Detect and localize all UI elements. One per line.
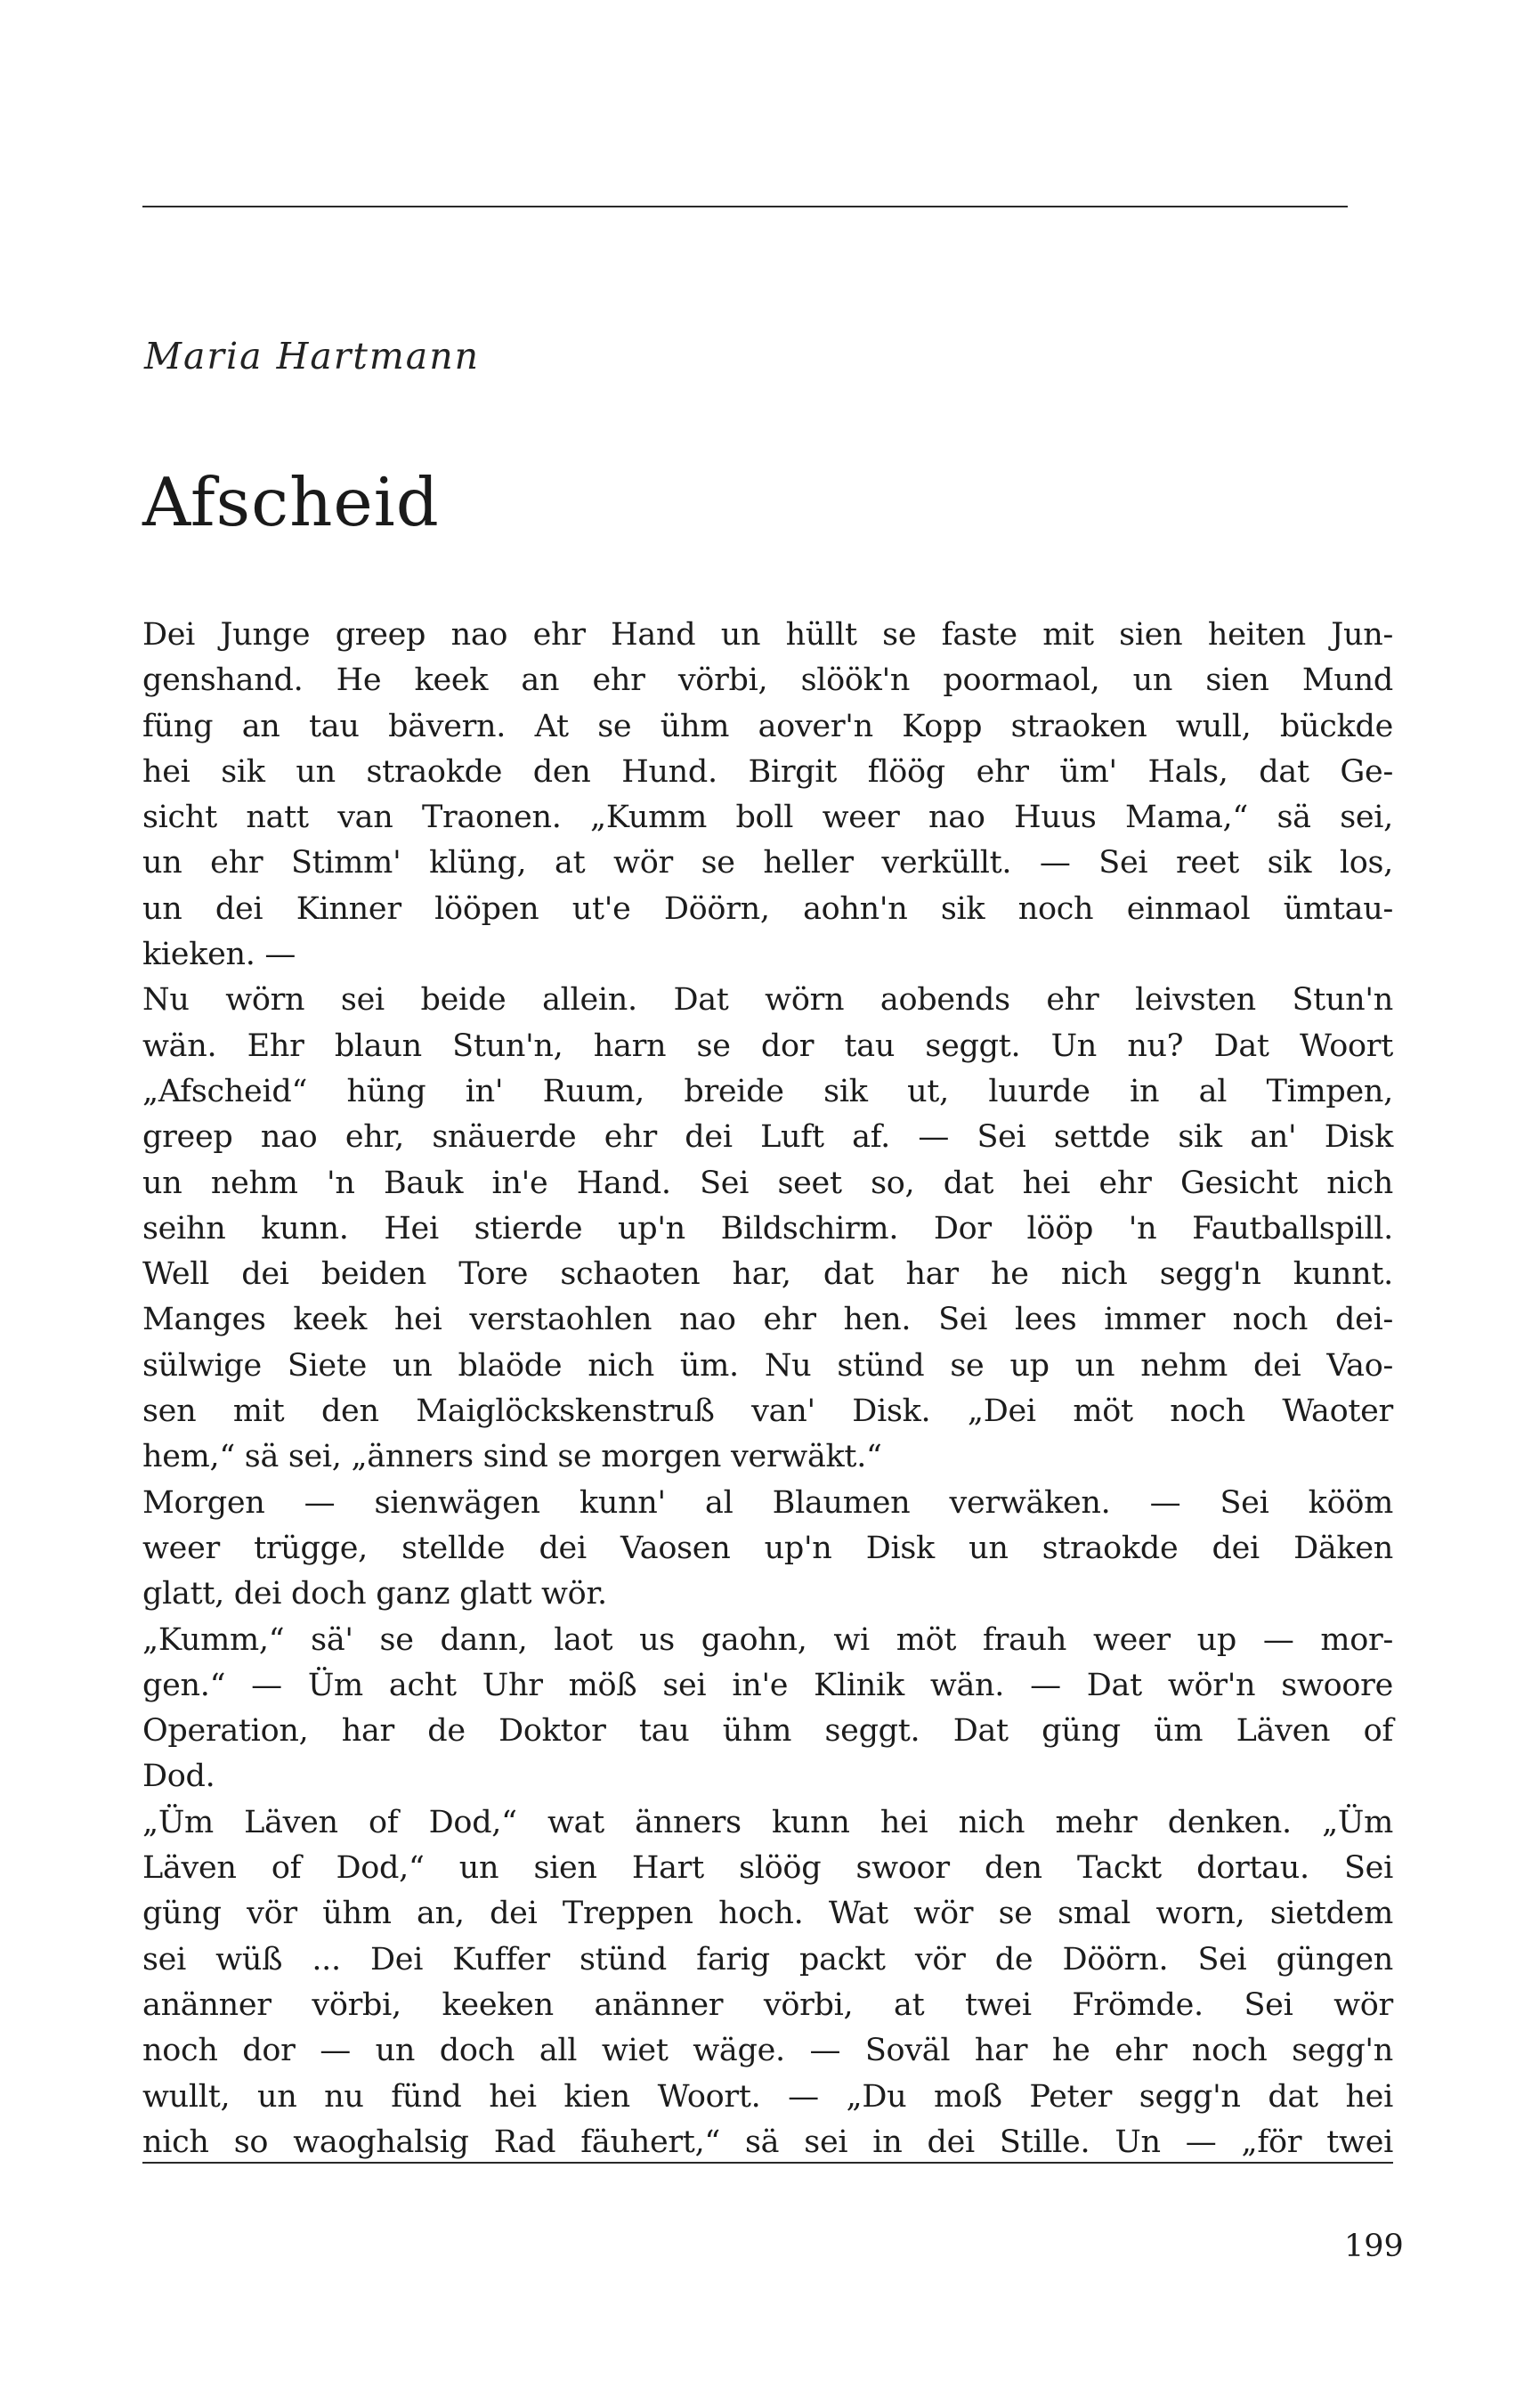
text-line: Nu wörn sei beide allein. Dat wörn aobends ehr leivsten Stun'n [142,982,1393,1019]
text-line: Dei Junge greep nao ehr Hand un hüllt se faste mit sien heiten Jun- [142,617,1393,653]
text-line: gen.“ — Üm acht Uhr möß sei in'e Klinik wän. — Dat wör'n swoore [142,1667,1393,1703]
text-line: genshand. He keek an ehr vörbi, slöök'n poormaol, un sien Mund [142,662,1393,699]
page-number: 199 [1344,2229,1404,2264]
text-line: Läven of Dod,“ un sien Hart slöög swoor den Tackt dortau. Sei [142,1850,1393,1887]
text-line: weer trügge, stellde dei Vaosen up'n Disk un straokde dei Däken [142,1530,1393,1566]
text-line: „Üm Läven of Dod,“ wat änners kunn hei nich mehr denken. „Üm [142,1804,1393,1840]
text-line: Manges keek hei verstaohlen nao ehr hen. Sei lees immer noch dei- [142,1302,1393,1338]
text-line: nich so waoghalsig Rad fäuhert,“ sä sei in dei Stille. Un — „för twei [142,2124,1393,2160]
text-line: sülwige Siete un blaöde nich üm. Nu stünd se up un nehm dei Vao- [142,1347,1393,1384]
bottom-rule [142,2162,1393,2164]
text-line: noch dor — un doch all wiet wäge. — Soväl har he ehr noch segg'n [142,2033,1393,2069]
text-line: „Afscheid“ hüng in' Ruum, breide sik ut, luurde in al Timpen, [142,1073,1393,1109]
text-line: hei sik un straokde den Hund. Birgit flöög ehr üm' Hals, dat Ge- [142,753,1393,790]
story-body [142,613,1393,2165]
text-line: greep nao ehr, snäuerde ehr dei Luft af. — Sei settde sik an' Disk [142,1119,1393,1156]
text-line: seihn kunn. Hei stierde up'n Bildschirm. Dor lööp 'n Fautballspill. [142,1210,1393,1247]
text-line: „Kumm,“ sä' se dann, laot us gaohn, wi möt frauh weer up — mor- [142,1621,1393,1658]
text-line: un ehr Stimm' klüng, at wör se heller verküllt. — Sei reet sik los, [142,845,1393,881]
text-line: wullt, un nu fünd hei kien Woort. — „Du moß Peter segg'n dat hei [142,2078,1393,2115]
text-line: füng an tau bävern. At se ühm aover'n Kopp straoken wull, bückde [142,708,1393,744]
text-line: sicht natt van Traonen. „Kumm boll weer nao Huus Mama,“ sä sei, [142,800,1393,836]
text-line: kieken. — [142,937,296,973]
author-name: Maria Hartmann [144,335,481,378]
text-line: wän. Ehr blaun Stun'n, harn se dor tau seggt. Un nu? Dat Woort [142,1027,1393,1064]
text-line: Well dei beiden Tore schaoten har, dat har he nich segg'n kunnt. [142,1256,1393,1293]
text-line: glatt, dei doch ganz glatt wör. [142,1576,607,1612]
text-line: un dei Kinner lööpen ut'e Döörn, aohn'n sik noch einmaol ümtau- [142,890,1393,927]
text-line: güng vör ühm an, dei Treppen hoch. Wat wör se smal worn, sietdem [142,1896,1393,1932]
text-line: hem,“ sä sei, „änners sind se morgen verwäkt.“ [142,1439,882,1475]
text-line: Dod. [142,1758,215,1795]
text-line: un nehm 'n Bauk in'e Hand. Sei seet so, dat hei ehr Gesicht nich [142,1165,1393,1201]
text-line: sen mit den Maiglöckskenstruß van' Disk. „Dei möt noch Waoter [142,1393,1393,1430]
text-line: anänner vörbi, keeken anänner vörbi, at twei Frömde. Sei wör [142,1986,1393,2023]
story-title: Afscheid [142,463,440,541]
text-line: Morgen — sienwägen kunn' al Blaumen verwäken. — Sei kööm [142,1484,1393,1521]
text-line: sei wüß ... Dei Kuffer stünd farig packt vör de Döörn. Sei güngen [142,1941,1393,1978]
top-rule [142,206,1348,207]
text-line: Operation, har de Doktor tau ühm seggt. Dat güng üm Läven of [142,1713,1393,1750]
